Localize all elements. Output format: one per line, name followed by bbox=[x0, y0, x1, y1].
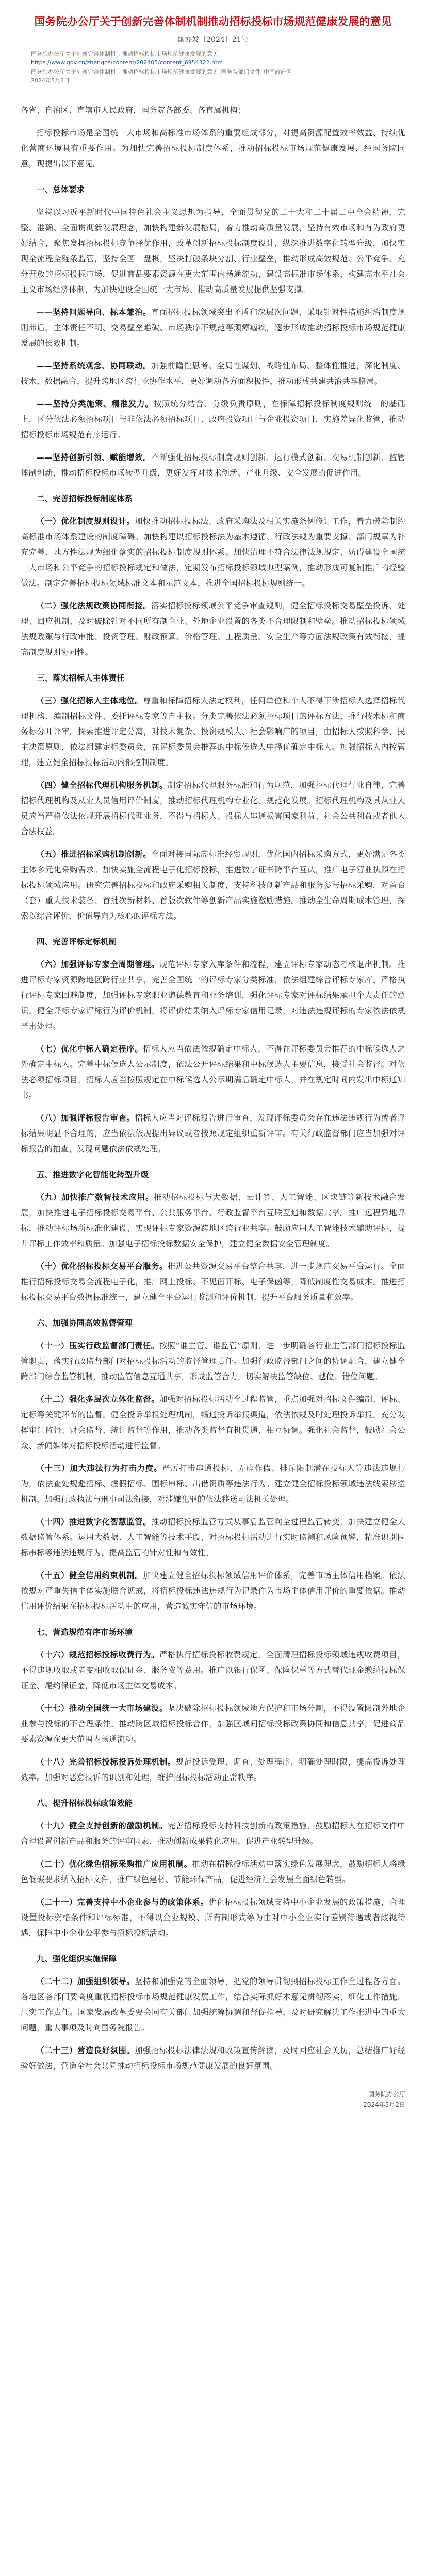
paragraph-text: 加快推动招标投标法、政府采购法及相关实施条例修订工作，着力破除制约高标准市场体系建设的制度障碍。加快构建以招标投标法为基本遵循、行政法规为重要支撑、部门规章为补充完善、地方性法规为细化落实的招标投标制度规则体系。加快清理不符合法律法规规定、妨碍建设全国统一大市场和公平竞争的招标投标规定和做法，定期发布招标投标领域典型案例，推动形成可复制推广的经验做法。制定完善招标投标领域标准文本和示范文本，推进全国招标投标规则统一。 bbox=[21, 516, 405, 588]
paragraph-lead: （四）健全招标代理机构服务机制。 bbox=[36, 780, 168, 790]
body-paragraph bbox=[21, 1259, 405, 1305]
paragraph-text: 按照“谁主管、谁监管”原则，进一步明确各行业主管部门招标投标监管职责，落实行政监督部门对招标投标活动的监督管理责任。加强行政监督部门之间的协调配合，建立健全跨部门综合监管机制，推动监管信息互通共享，形成监管合力，切实解决监管缺位、越位、错位问题。 bbox=[21, 1341, 406, 1381]
body-paragraph bbox=[21, 846, 405, 924]
document-footer bbox=[21, 2089, 405, 2110]
paragraph-text: 制定招标代理服务标准和行为规范，加强招标代理行业自律，完善招标代理机构及从业人员信用评价制度，推动招标代理机构专业化、规范化发展。招标代理机构及其从业人员应当严格依法依规开展招标代理业务，不得与招标人、投标人串通损害国家利益、社会公共利益或者他人合法权益。 bbox=[21, 780, 405, 836]
paragraph-text: 直面招标投标领域突出矛盾和深层次问题，采取针对性措施纠治制度规则滞后、主体责任不明、交易壁垒难破、市场秩序不规范等顽瘴痼疾，逐步形成推动招标投标市场规范健康发展的长效机制。 bbox=[21, 307, 405, 348]
paragraph-text: 推进公共资源交易平台整合共享，进一步规范交易平台运行。全面推行招标投标交易全流程电子化，推广网上投标、不见面开标、电子保函等，降低制度性交易成本。推进招标投标交易平台数据标准统一，建立健全平台运行监测和评价机制，提升平台服务质量和效率。 bbox=[21, 1261, 405, 1302]
issue-date: 2024年5月2日 bbox=[363, 2100, 405, 2108]
source-line: 2024年5月2日 bbox=[31, 77, 70, 84]
body-paragraph bbox=[21, 205, 405, 297]
paragraph-text: 推动在招标投标活动中落实绿色发展理念，鼓励招标人将绿色低碳要求纳入招标文件，推广绿色建材、节能环保产品，促进经济社会发展全面绿色转型。 bbox=[21, 1859, 405, 1884]
paragraph-lead: （三）强化招标人主体地位。 bbox=[36, 696, 143, 705]
body-paragraph bbox=[21, 1647, 405, 1693]
paragraph-text: 按照统分结合、分级负责原则，在保障招标投标制度规则统一的基础上，区分依法必须招标项目与非依法必须招标项目、政府投资项目与企业投资项目，实施差异化监管，推动招标投标市场规范有序运行。 bbox=[21, 399, 405, 439]
body-paragraph bbox=[21, 358, 405, 389]
paragraph-lead: （二十三）营造良好氛围。 bbox=[36, 2045, 135, 2055]
paragraph-lead: （十四）推进数字化智慧监管。 bbox=[36, 1517, 152, 1527]
section-heading: 九、强化组织实施保障 bbox=[37, 1954, 117, 1963]
paragraph-text: 完善招标投标支持科技创新的政策措施，鼓励招标人在招标文件中合理设置创新产品和服务的评审因素，推动创新成果转化应用，促进产业转型升级。 bbox=[21, 1821, 405, 1846]
paragraph-lead: （二十）优化绿色招标采购推广应用机制。 bbox=[36, 1859, 192, 1869]
paragraph-text: 严格执行招标投标收费规定，全面清理招标投标领域违规收费项目，不得违规收取或者变相收取保证金、服务费等费用。推广以银行保函、保险保单等方式替代现金缴纳投标保证金、履约保证金，降低市场主体交易成本。 bbox=[21, 1650, 406, 1690]
paragraph-lead: （九）加快推广数智技术应用。 bbox=[36, 1192, 154, 1202]
paragraph-lead: （十三）加大违法行为打击力度。 bbox=[36, 1463, 162, 1473]
paragraph-lead: （八）加强评标报告审查。 bbox=[36, 1113, 135, 1123]
document-title: 国务院办公厅关于创新完善体制机制推动招标投标市场规范健康发展的意见 bbox=[34, 15, 392, 28]
paragraph-lead: ——坚持问题导向、标本兼治。 bbox=[36, 307, 151, 317]
paragraph-lead: （十七）推动全国统一大市场建设。 bbox=[36, 1703, 168, 1713]
salutation: 各省、自治区、直辖市人民政府，国务院各部委、各直属机构： bbox=[21, 105, 246, 115]
paragraph-lead: （十九）健全支持创新的激励机制。 bbox=[36, 1821, 168, 1831]
paragraph-lead: ——坚持分类施策、精准发力。 bbox=[36, 399, 154, 409]
body-paragraph bbox=[21, 1754, 405, 1785]
paragraph-text: 尊重和保障招标人法定权利，任何单位和个人不得干涉招标人选择招标代理机构、编制招标文件、委托评标专家等自主权。分类完善依法必须招标项目的评标方法，推行技术标和商务标分开评审。探索推进评定分离，对技术复杂、投资规模大、社会影响广的项目，由招标人按照科学、民主决策原则，依法组建定标委员会，在评标委员会推荐的中标候选人中择优确定中标人。加强招标人内控管理，建立健全招标投标活动内部控制制度。 bbox=[21, 696, 405, 767]
paragraph-lead: ——坚持创新引领、赋能增效。 bbox=[36, 452, 151, 462]
paragraph-lead: （十）优化招标投标交易平台服务。 bbox=[36, 1261, 168, 1271]
body-paragraph bbox=[21, 598, 405, 660]
paragraph-lead: （六）加强评标专家全周期管理。 bbox=[36, 959, 160, 969]
paragraph-lead: （二）强化法规政策协同衔接。 bbox=[36, 601, 152, 611]
paragraph-text: 规范评标专家入库条件和流程，建立评标专家动态考核退出机制。推进评标专家资源跨地区跨行业共享，完善全国统一的评标专家分类标准，依法组建综合评标专家库。严格执行评标专家回避制度，加强评标专家职业道德教育和业务培训，强化评标专家对评标结果承担个人责任的意识。健全评标专家评标行为评价机制，将评价结果纳入评标专家信用记录，对违法违规评标的专家依法依规严肃处理。 bbox=[21, 959, 406, 1031]
paragraph-text: 优化招标投标领域支持中小企业发展的政策措施，合理设置投标资格条件和评标标准，不得以企业规模、所有制形式等为由对中小企业实行差别待遇或者歧视待遇，保障中小企业公平参与招标投标活动。 bbox=[21, 1897, 405, 1938]
source-line: 国务院办公厅关于创新完善体制机制推动招标投标市场规范健康发展的意见 bbox=[31, 50, 218, 57]
body-paragraph bbox=[21, 2043, 405, 2074]
body-paragraph bbox=[21, 777, 405, 839]
body-paragraph bbox=[21, 1110, 405, 1157]
source-info bbox=[21, 49, 405, 86]
paragraph-lead: （十五）健全信用约束机制。 bbox=[36, 1570, 143, 1580]
body-paragraph bbox=[21, 957, 405, 1034]
paragraph-lead: （十八）完善招标投标投诉处理机制。 bbox=[36, 1757, 176, 1767]
paragraph-text: 加强对招标投标活动全过程监管，重点加强对招标文件编制、评标、定标等关键环节的监督。健全投诉举报处理机制，畅通投诉举报渠道，依法依规及时处理投诉举报。充分发挥审计监督、财会监督、统计监督等作用，推动各类监督有机贯通、相互协调。强化社会监督，鼓励社会公众、新闻媒体对招标投标活动进行监督。 bbox=[21, 1394, 406, 1450]
paragraph-text: 坚持以习近平新时代中国特色社会主义思想为指导，全面贯彻党的二十大和二十届二中全会精神，完整、准确、全面贯彻新发展理念，加快构建新发展格局，着力推动高质量发展，坚持有效市场和有为政府更好结合，聚焦发挥招标投标竞争择优作用，改革创新招标投标制度设计，纵深推进数字化转型升级，加快实现全流程全链条监管，坚持全国一盘棋，坚决打破条块分割、行业壁垒，推动形成高效规范、公平竞争、充分开放的招标投标市场，促进商品要素资源在更大范围内畅通流动，建设高标准市场体系，构建高水平社会主义市场经济体制，为加快建设全国统一大市场、推动高质量发展提供坚强支撑。 bbox=[21, 207, 405, 294]
body-paragraph bbox=[21, 1856, 405, 1887]
body-paragraph bbox=[21, 1818, 405, 1849]
body-paragraph bbox=[21, 1461, 405, 1507]
section-heading: 三、落实招标人主体责任 bbox=[37, 673, 125, 683]
paragraph-text: 落实招标投标领域公平竞争审查规则，健全招标投标交易壁垒投诉、处理、回应机制，及时破除针对不同所有制企业、外地企业设置的各类不合理限制和壁垒。推动招标投标领域法规政策与行政审批、投资管理、财政预算、价格管理、工程质量、安全生产等方面法规政策有效衔接，提高制度规则协同性。 bbox=[21, 601, 405, 657]
body-paragraph bbox=[21, 1568, 405, 1614]
body-paragraph bbox=[21, 304, 405, 351]
paragraph-lead: （二十二）加强组织领导。 bbox=[36, 1976, 135, 1986]
document-number: 国办发〔2024〕21号 bbox=[177, 35, 249, 44]
paragraph-text: 坚决破除招标投标领域地方保护和市场分割，不得设置限制外地企业参与投标的不合理条件。推动跨区域招标投标合作，加强区域间招标投标政策协同和信息共享，促进商品要素资源在更大范围内畅通流动。 bbox=[21, 1703, 405, 1744]
source-url-link[interactable]: https://www.gov.cn/zhengce/content/202405/content_6954322.htm bbox=[31, 59, 223, 66]
body-sections bbox=[21, 182, 405, 2074]
section-heading: 四、完善评标定标机制 bbox=[37, 937, 117, 946]
body-paragraph bbox=[21, 1974, 405, 2036]
paragraph-lead: （十六）规范招标投标收费行为。 bbox=[36, 1650, 160, 1659]
body-paragraph bbox=[21, 1041, 405, 1103]
paragraph-lead: （二十一）完善支持中小企业参与的政策体系。 bbox=[36, 1897, 209, 1907]
body-paragraph bbox=[21, 1894, 405, 1941]
paragraph-text: 加快建立健全招标投标领域信用评价体系，完善市场主体信用档案。依法依规对严重失信主体实施联合惩戒，将招标投标违法违规行为记录作为市场主体信用评价的重要依据。推动信用评价结果在招标投标活动中的应用，营造诚实守信的市场环境。 bbox=[21, 1570, 405, 1611]
paragraph-text: 推动招标投标与大数据、云计算、人工智能、区块链等新技术融合发展，加快推进电子招标投标交易平台、公共服务平台、行政监督平台互联互通和数据共享。推广远程异地评标，推动评标场所标准化建设，实现评标专家资源跨地区跨行业共享。鼓励应用人工智能技术辅助评标，提升评标工作效率和质量。加强电子招标投标数据安全保护，建立健全数据安全管理制度。 bbox=[21, 1192, 406, 1248]
body-paragraph bbox=[21, 1190, 405, 1251]
paragraph-lead: （十二）强化多层次立体化监督。 bbox=[36, 1394, 160, 1404]
body-paragraph bbox=[21, 514, 405, 591]
intro-paragraph: 招标投标市场是全国统一大市场和高标准市场体系的重要组成部分，对提高资源配置效率效益、持续优化营商环境具有重要作用。为加快完善招标投标制度体系，推动招标投标市场规范健康发展，经国务院同意，现提出以下意见。 bbox=[21, 128, 405, 168]
paragraph-text: 严厉打击串通投标、弄虚作假、排斥限制潜在投标人等违法违规行为，依法查处规避招标、虚假招标、围标串标、出借资质等违法行为。建立健全招标投标领域违法线索移送机制，加强行政执法与刑事司法衔接，对涉嫌犯罪的依法移送司法机关处理。 bbox=[21, 1463, 406, 1504]
paragraph-text: 加强招标投标法律法规和政策宣传解读，及时回应社会关切，总结推广好经验好做法，营造全社会共同推动招标投标市场规范健康发展的良好氛围。 bbox=[21, 2045, 405, 2071]
paragraph-text: 全面对接国际高标准经贸规则，优化国内招标采购方式，更好满足各类主体多元化采购需求。加快实施全流程电子化招标投标，推进数字证书跨平台互认，推广电子营业执照在招标投标领域应用。研究完善招标投标和政府采购相关制度，支持科技创新产品和服务参与招标采购，对首台（套）重大技术装备、首批次新材料、首版次软件等创新产品实施激励措施。推动全生命周期成本管理，探索以综合评价、价值导向为核心的评标方法。 bbox=[21, 849, 405, 921]
body-paragraph bbox=[21, 1701, 405, 1747]
section-heading: 一、总体要求 bbox=[37, 184, 85, 194]
body-paragraph bbox=[21, 396, 405, 443]
paragraph-lead: ——坚持系统观念、协同联动。 bbox=[36, 361, 151, 370]
paragraph-text: 不断强化招标投标制度规则创新、运行模式创新、交易机制创新、监管体制创新，推动招标投标市场转型升级，更好发挥对技术创新、产业升级、安全发展的促进作用。 bbox=[21, 452, 405, 478]
body-paragraph bbox=[21, 693, 405, 770]
paragraph-lead: （五）推进招标采购机制创新。 bbox=[36, 849, 152, 859]
issuer: 国务院办公厅 bbox=[368, 2090, 405, 2098]
section-heading: 五、推进数字化智能化转型升级 bbox=[37, 1170, 149, 1179]
body-paragraph bbox=[21, 1338, 405, 1384]
body-paragraph bbox=[21, 1392, 405, 1453]
paragraph-text: 规范投诉受理、调查、处理程序，明确处理时限，提高投诉处理效率。加强对恶意投诉的识别和处理，维护招标投标活动正常秩序。 bbox=[21, 1757, 405, 1782]
section-heading: 二、完善招标投标制度体系 bbox=[37, 494, 133, 503]
paragraph-lead: （一）优化制度规则设计。 bbox=[36, 516, 135, 526]
body-paragraph bbox=[21, 450, 405, 481]
section-heading: 六、加强协同高效监督管理 bbox=[37, 1318, 133, 1328]
paragraph-text: 加强前瞻性思考、全局性谋划、战略性布局、整体性推进，深化制度、技术、数据融合，提升跨地区跨行业协作水平，更好调动各方面积极性，推动形成共建共治共享格局。 bbox=[21, 361, 405, 386]
paragraph-lead: （七）优化中标人确定程序。 bbox=[36, 1044, 143, 1054]
paragraph-text: 招标人应当对评标报告进行审查，发现评标委员会存在违法违规行为或者评标结果明显不合理的，应当依法依规提出异议或者按照规定组织重新评审。有关行政监督部门应当加强对评标报告的抽查，发现问题依法依规处理。 bbox=[21, 1113, 405, 1154]
section-heading: 七、营造规范有序市场环境 bbox=[37, 1627, 133, 1637]
paragraph-text: 推动招标投标监管方式从事后监管向全过程监管转变，加快建立健全大数据监管体系。运用大数据、人工智能等技术手段，对招标投标活动进行实时监测和风险预警，精准识别围标串标等违法违规行为，提高监管的针对性和有效性。 bbox=[21, 1517, 405, 1557]
paragraph-text: 招标人应当依法依规确定中标人，不得在评标委员会推荐的中标候选人之外确定中标人。完善中标候选人公示制度，依法公开评标结果和中标候选人主要信息，接受社会监督。对依法必须招标项目，招标人应当按照规定在中标候选人公示期满后确定中标人，并在规定时间内发出中标通知书。 bbox=[21, 1044, 405, 1100]
paragraph-lead: （十一）压实行政监督部门责任。 bbox=[36, 1341, 159, 1350]
section-heading: 八、提升招标投标政策效能 bbox=[37, 1798, 133, 1808]
body-paragraph bbox=[21, 1514, 405, 1561]
source-line: 国务院办公厅关于创新完善体制机制推动招标投标市场规范健康发展的意见_国务院部门文件_中国政府网 bbox=[31, 68, 292, 75]
paragraph-text: 坚持和加强党的全面领导，把党的领导贯彻到招标投标工作全过程各方面。各地区各部门要高度重视招标投标市场规范健康发展工作，结合实际抓好本意见贯彻落实，细化工作措施，压实工作责任。国家发展改革委要会同有关部门加强统筹协调和督促指导，及时研究解决工作推进中的重大问题，重大事项及时向国务院报告。 bbox=[21, 1976, 405, 2032]
